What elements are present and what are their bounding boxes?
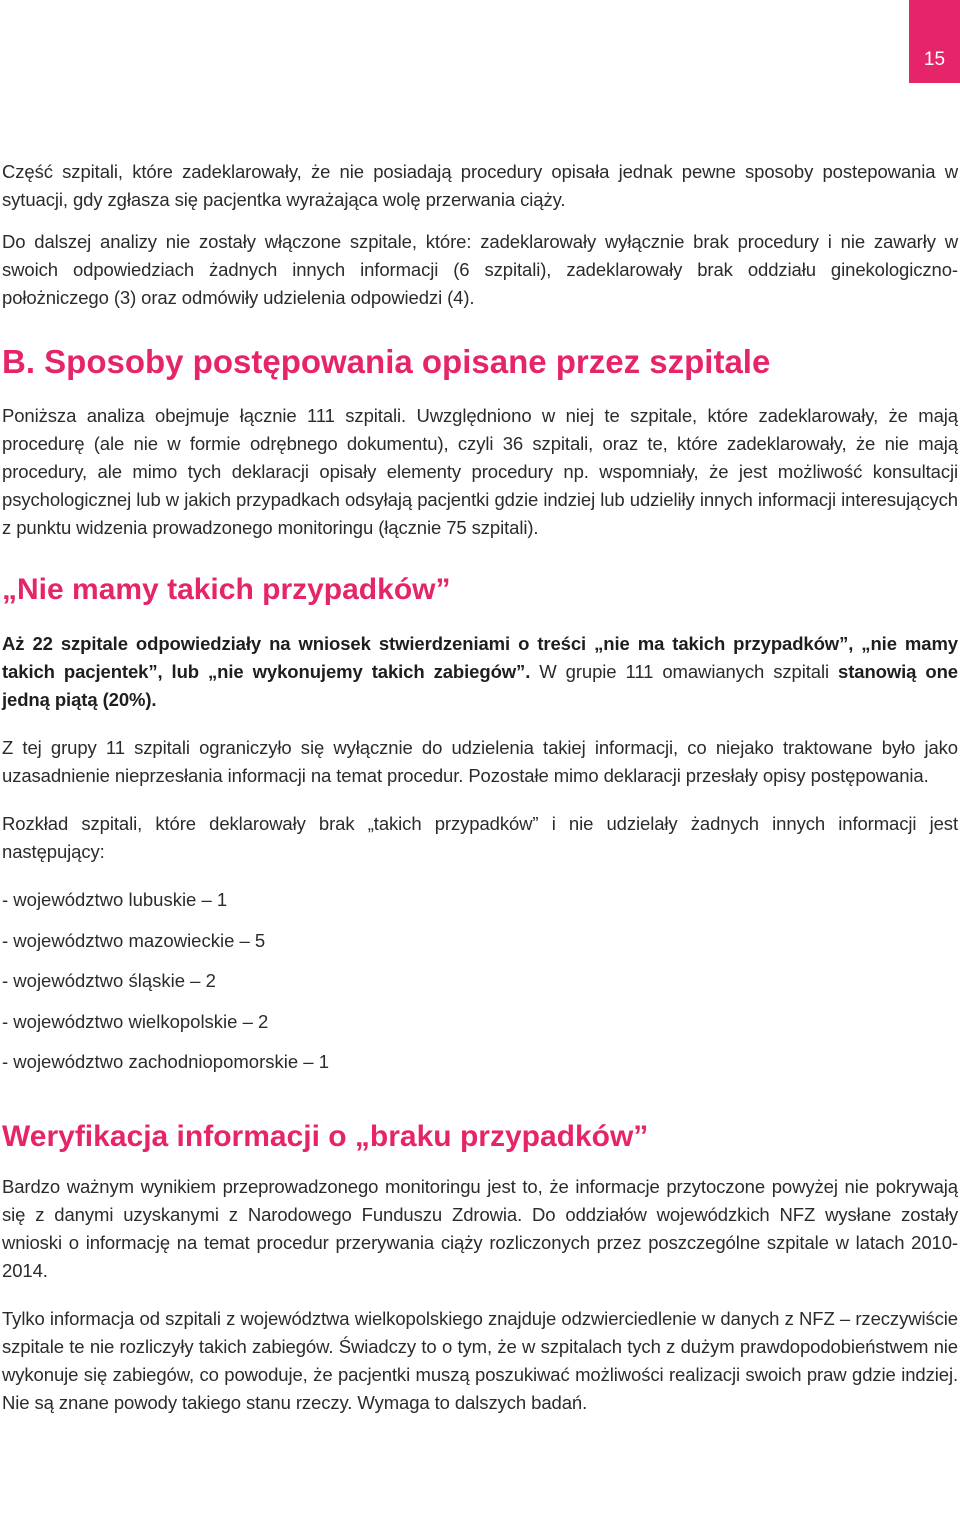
verification-paragraph-2: Tylko informacja od szpitali z województwa wielkopolskiego znajduje odzwierciedlenie w danych z NFZ – rzeczywiście szpitale te nie rozliczyły takich zabiegów. Świadczy to o tym, że w szpitalach tych z dużym prawdopodobieństwem nie wykonuje się zabiegów, co powoduje, że pacjentki muszą poszukiwać możliwości realizacji swoich praw gdzie indziej. Nie są znane powody takiego stanu rzeczy. Wymaga to dalszych badań. — [2, 1307, 958, 1413]
verification-heading: Weryfikacja informacji o „braku przypadków” — [2, 1119, 649, 1153]
list-item: - województwo lubuskie – 1 — [2, 889, 228, 910]
summary-normal: W grupie 111 omawianych szpitali — [530, 661, 838, 682]
section-b-paragraph: Poniższa analiza obejmuje łącznie 111 szpitali. Uwzględniono w niej te szpitale, które zadeklarowały, że mają procedurę (ale nie w formie odrębnego dokumentu), czyli 36 szpitali, oraz te, które zadeklarowały, że nie mają procedury, ale mimo tych deklaracji opisały elementy procedury np. wspomniały, że jest możliwość konsultacji psychologicznej lub w jakich przypadkach odsyłają pacjentki gdzie indziej lub udzieliły innych informacji interesujących z punktu widzenia prowadzonego monitoringu (łącznie 75 szpitali). — [2, 405, 958, 538]
list-item: - województwo wielkopolskie – 2 — [2, 1010, 269, 1032]
intro-paragraph-2: Do dalszej analizy nie zostały włączone szpitale, które: zadeklarowały wyłącznie brak procedury i nie zawarły w swoich odpowiedziach żadnych innych informacji (6 szpitali), zadeklarowały brak oddziału ginekologiczno-położniczego (3) oraz odmówiły udzielenia odpowiedzi (4). — [2, 231, 958, 308]
page-number-badge — [909, 0, 960, 83]
summary-bold-1: Aż 22 szpitale odpowiedziały na wniosek stwierdzeniami o treści „nie ma takich przypadków”, „nie mamy takich pacjentek”, lub „nie wykonujemy takich zabiegów”. — [2, 633, 958, 682]
document-body — [2, 158, 958, 1417]
section-b-heading: B. Sposoby postępowania opisane przez szpitale — [2, 343, 771, 380]
verification-paragraph-1: Bardzo ważnym wynikiem przeprowadzonego monitoringu jest to, że informacje przytoczone powyżej nie pokrywają się z danymi uzyskanymi z Narodowego Funduszu Zdrowia. Do oddziałów wojewódzkich NFZ wysłane zostały wnioski o informację na temat procedur przerywania ciąży rozliczonych przez poszczególne szpitale w latach 2010-2014. — [2, 1175, 958, 1281]
list-item: - województwo mazowieckie – 5 — [2, 929, 266, 951]
no-cases-summary — [2, 630, 958, 714]
summary-bold-2: stanowią one jedną piątą (20%). — [2, 661, 958, 710]
intro-paragraph-1: Część szpitali, które zadeklarowały, że nie posiadają procedury opisała jednak pewne sposoby postepowania w sytuacji, gdy zgłasza się pacjentka wyrażająca wolę przerwania ciąży. — [2, 161, 958, 210]
distribution-paragraph: Rozkład szpitali, które deklarowały brak „takich przypadków” i nie udzielały żadnych innych informacji jest następujący: — [2, 813, 958, 862]
list-item: - województwo śląskie – 2 — [2, 970, 216, 991]
voivodeship-list — [2, 886, 958, 1089]
page-number: 15 — [923, 49, 946, 70]
list-item: - województwo zachodniopomorskie – 1 — [2, 1051, 330, 1072]
no-cases-heading: „Nie mamy takich przypadków” — [2, 573, 451, 606]
group-paragraph: Z tej grupy 11 szpitali ograniczyło się wyłącznie do udzielenia takiej informacji, co niejako traktowane było jako uzasadnienie nieprzesłania informacji na temat procedur. Pozostałe mimo deklaracji przesłały opisy postępowania. — [2, 737, 958, 786]
